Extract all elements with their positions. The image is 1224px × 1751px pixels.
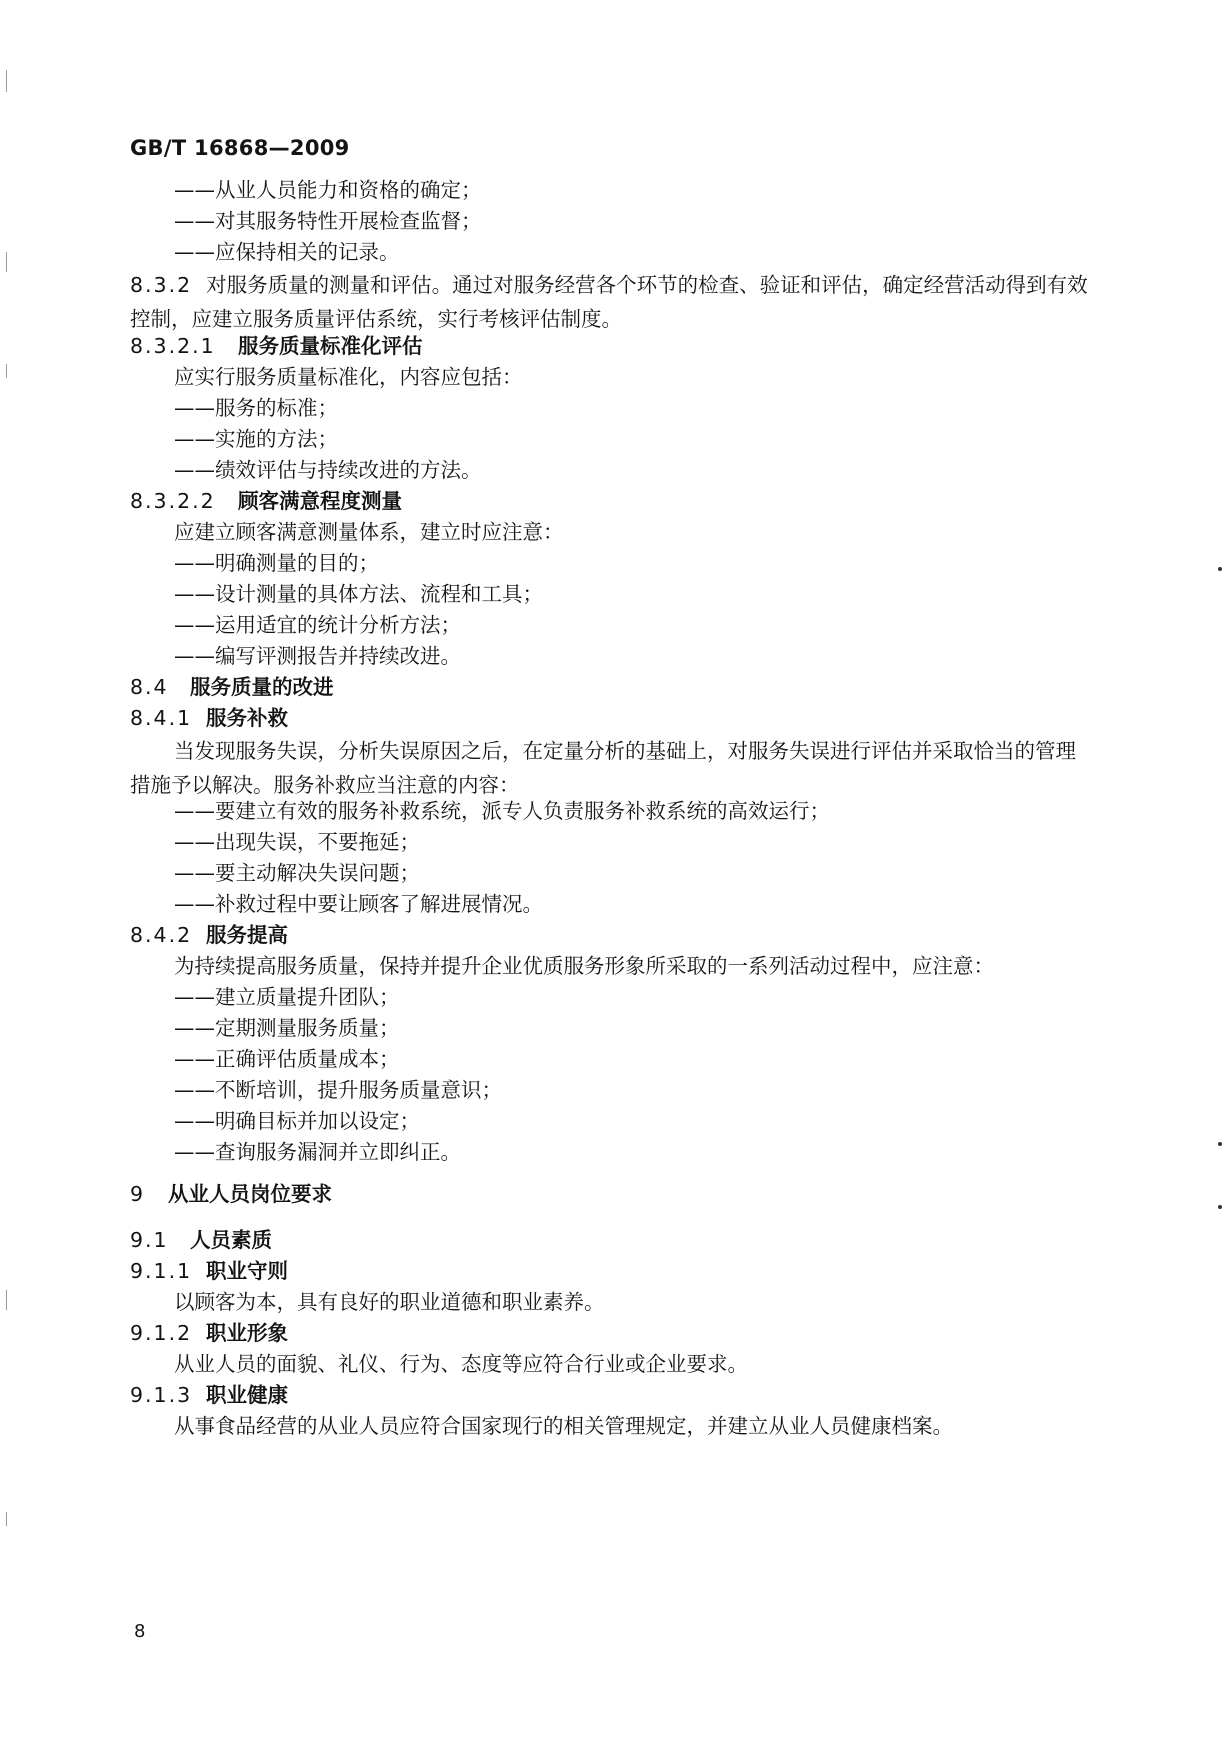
clause-title: 职业健康	[206, 1383, 288, 1407]
scan-edge-mark	[6, 70, 7, 92]
clause-number: 8.4	[130, 675, 169, 699]
paragraph: 从业人员的面貌、礼仪、行为、态度等应符合行业或企业要求。	[174, 1352, 748, 1376]
clause-title: 职业形象	[206, 1321, 288, 1345]
paragraph: 以顾客为本，具有良好的职业道德和职业素养。	[174, 1290, 605, 1314]
list-item: ——出现失误，不要拖延；	[174, 830, 420, 854]
clause-number: 9.1	[130, 1228, 169, 1252]
list-item: ——明确测量的目的；	[174, 551, 379, 575]
list-item: ——查询服务漏洞并立即纠正。	[174, 1140, 461, 1164]
clause-title: 从业人员岗位要求	[168, 1182, 332, 1206]
clause-text: 对服务质量的测量和评估。通过对服务经营各个环节的检查、验证和评估，确定经营活动得到有效控制，应建立服务质量评估系统，实行考核评估制度。	[130, 273, 1088, 331]
clause-9-1-1-heading	[130, 1257, 288, 1285]
list-item: ——编写评测报告并持续改进。	[174, 644, 461, 668]
list-item: ——从业人员能力和资格的确定；	[174, 178, 482, 202]
standard-code-header: GB/T 16868—2009	[130, 136, 350, 160]
list-item: ——服务的标准；	[174, 396, 338, 420]
scan-edge-mark	[6, 1512, 7, 1526]
page-number: 8	[134, 1621, 146, 1642]
clause-number: 9.1.1	[130, 1259, 193, 1283]
clause-9-1-3-heading	[130, 1381, 288, 1409]
scan-speck	[1218, 1205, 1222, 1209]
scan-edge-mark	[6, 364, 7, 378]
paragraph: 应建立顾客满意测量体系，建立时应注意：	[174, 520, 564, 544]
list-item: ——绩效评估与持续改进的方法。	[174, 458, 482, 482]
list-item: ——对其服务特性开展检查监督；	[174, 209, 482, 233]
clause-number: 8.4.1	[130, 706, 193, 730]
list-item: ——建立质量提升团队；	[174, 985, 400, 1009]
list-item: ——实施的方法；	[174, 427, 338, 451]
scan-speck	[1218, 567, 1222, 571]
paragraph: 应实行服务质量标准化，内容应包括：	[174, 365, 523, 389]
clause-number: 9.1.2	[130, 1321, 193, 1345]
list-item: ——要建立有效的服务补救系统，派专人负责服务补救系统的高效运行；	[174, 799, 830, 823]
paragraph: 为持续提高服务质量，保持并提升企业优质服务形象所采取的一系列活动过程中，应注意：	[174, 954, 994, 978]
list-item: ——运用适宜的统计分析方法；	[174, 613, 461, 637]
clause-number: 8.3.2	[130, 273, 193, 297]
clause-title: 服务质量标准化评估	[238, 334, 423, 358]
clause-number: 9.1.3	[130, 1383, 193, 1407]
clause-8-4-heading	[130, 673, 334, 701]
clause-title: 人员素质	[190, 1228, 272, 1252]
clause-number: 8.4.2	[130, 923, 193, 947]
paragraph: 从事食品经营的从业人员应符合国家现行的相关管理规定，并建立从业人员健康档案。	[174, 1414, 953, 1438]
scan-edge-mark	[6, 252, 7, 272]
clause-9-heading	[130, 1180, 332, 1208]
scan-speck	[1218, 1142, 1222, 1146]
list-item: ——不断培训，提升服务质量意识；	[174, 1078, 502, 1102]
clause-8-3-2-1-heading	[130, 332, 423, 360]
clause-number: 9	[130, 1182, 146, 1206]
list-item: ——应保持相关的记录。	[174, 240, 400, 264]
list-item: ——设计测量的具体方法、流程和工具；	[174, 582, 543, 606]
clause-title: 服务质量的改进	[190, 675, 334, 699]
list-item: ——正确评估质量成本；	[174, 1047, 400, 1071]
clause-9-1-heading	[130, 1226, 272, 1254]
list-item: ——要主动解决失误问题；	[174, 861, 420, 885]
clause-8-3-2-2-heading	[130, 487, 402, 515]
clause-title: 服务提高	[206, 923, 288, 947]
clause-9-1-2-heading	[130, 1319, 288, 1347]
clause-title: 服务补救	[206, 706, 288, 730]
clause-8-4-1-heading	[130, 704, 288, 732]
clause-title: 顾客满意程度测量	[238, 489, 402, 513]
list-item: ——补救过程中要让顾客了解进展情况。	[174, 892, 543, 916]
clause-number: 8.3.2.2	[130, 489, 216, 513]
clause-8-3-2	[130, 268, 1090, 336]
list-item: ——明确目标并加以设定；	[174, 1109, 420, 1133]
scan-edge-mark	[6, 1290, 7, 1310]
clause-title: 职业守则	[206, 1259, 288, 1283]
clause-8-4-2-heading	[130, 921, 288, 949]
paragraph: 当发现服务失误，分析失误原因之后，在定量分析的基础上，对服务失误进行评估并采取恰当的管理措施予以解决。服务补救应当注意的内容：	[130, 739, 1076, 797]
clause-number: 8.3.2.1	[130, 334, 216, 358]
list-item: ——定期测量服务质量；	[174, 1016, 400, 1040]
